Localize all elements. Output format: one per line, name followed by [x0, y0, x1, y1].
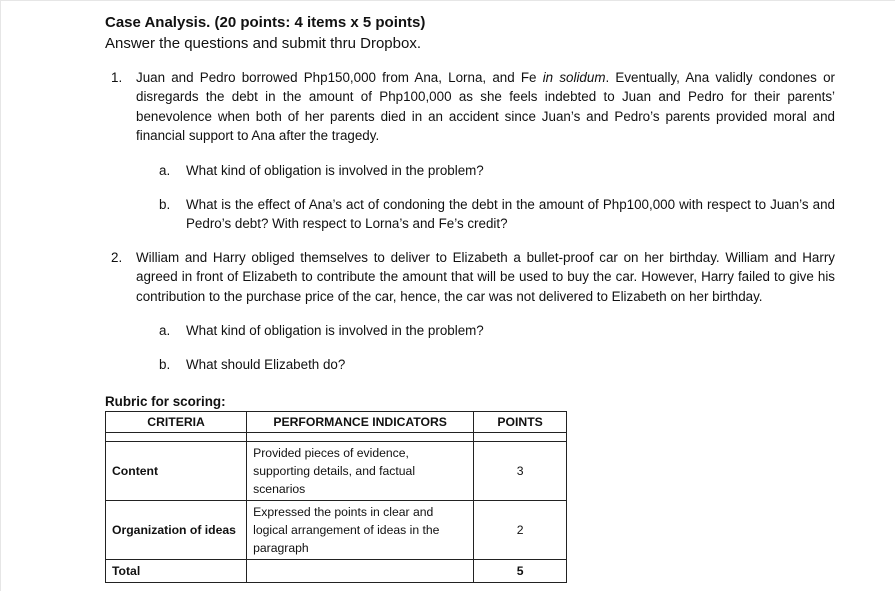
- rubric-criteria-cell: Content: [106, 441, 247, 500]
- question-text: William and Harry obliged themselves to deliver to Elizabeth a bullet-proof car on her birthday. William and Harry agreed in front of Elizabeth to contribute the amount that will be used to buy the car. However, Harry failed to give his contribution to the purchase price of the car, hence, the car was not delivered to Elizabeth on her birthday.: [136, 249, 835, 304]
- rubric-header-points: POINTS: [474, 411, 567, 432]
- rubric-points-cell: 2: [474, 500, 567, 559]
- rubric-title: Rubric for scoring:: [105, 393, 226, 409]
- rubric-table: [105, 411, 567, 583]
- document-title: Case Analysis. (20 points: 4 items x 5 points): [105, 14, 426, 31]
- rubric-criteria-cell: Organization of ideas: [106, 500, 247, 559]
- sub-question-letter: b.: [159, 197, 171, 213]
- spacer-cell: [474, 432, 567, 441]
- question-text-part: . Eventually, Ana validly condones or disregards the debt in the amount of Php100,000 as she feels indebted to Juan and Pedro for their parents’ benevolence when both of her parents died in an accident since Juan’s and Pedro’s parents provided moral and financial support to Ana after the tragedy.: [136, 70, 835, 144]
- document-instructions: Answer the questions and submit thru Dropbox.: [105, 35, 422, 52]
- rubric-spacer-row: [106, 432, 567, 441]
- question-text-italic: in solidum: [542, 70, 606, 85]
- sub-question-letter: a.: [159, 162, 171, 178]
- question-number: 1.: [111, 70, 123, 85]
- rubric-total-points: 5: [474, 559, 567, 582]
- spacer-cell: [247, 432, 474, 441]
- question-1b: [105, 195, 835, 234]
- sub-question-letter: b.: [159, 357, 171, 373]
- sub-question-text: What kind of obligation is involved in the problem?: [186, 323, 484, 339]
- spacer-cell: [106, 432, 247, 441]
- question-text-part: Juan and Pedro borrowed Php150,000 from Ana, Lorna, and Fe: [136, 70, 543, 85]
- sub-question-text: What kind of obligation is involved in the problem?: [186, 162, 484, 178]
- rubric-header-indicators: PERFORMANCE INDICATORS: [247, 411, 474, 432]
- document-body: [105, 12, 835, 583]
- rubric-total-empty: [247, 559, 474, 582]
- rubric-indicators-cell: Provided pieces of evidence, supporting details, and factual scenarios: [247, 441, 474, 500]
- page-left-border: [0, 0, 1, 591]
- question-1: [105, 68, 835, 146]
- rubric-total-row: [106, 559, 567, 582]
- sub-question-text: What should Elizabeth do?: [186, 357, 346, 373]
- rubric-header-row: [106, 411, 567, 432]
- question-2b: [105, 355, 835, 374]
- question-2a: [105, 321, 835, 340]
- question-1a: [105, 161, 835, 180]
- page-top-border: [0, 0, 895, 1]
- question-2: [105, 248, 835, 306]
- sub-question-letter: a.: [159, 323, 171, 339]
- rubric-points-cell: 3: [474, 441, 567, 500]
- rubric-row: [106, 500, 567, 559]
- rubric-header-criteria: CRITERIA: [106, 411, 247, 432]
- question-number: 2.: [111, 249, 123, 265]
- rubric-indicators-cell: Expressed the points in clear and logical arrangement of ideas in the paragraph: [247, 500, 474, 559]
- sub-question-text: What is the effect of Ana’s act of condoning the debt in the amount of Php100,000 with respect to Juan’s and Pedro’s debt? With respect to Lorna’s and Fe’s credit?: [186, 197, 835, 232]
- rubric-row: [106, 441, 567, 500]
- rubric-total-label: Total: [106, 559, 247, 582]
